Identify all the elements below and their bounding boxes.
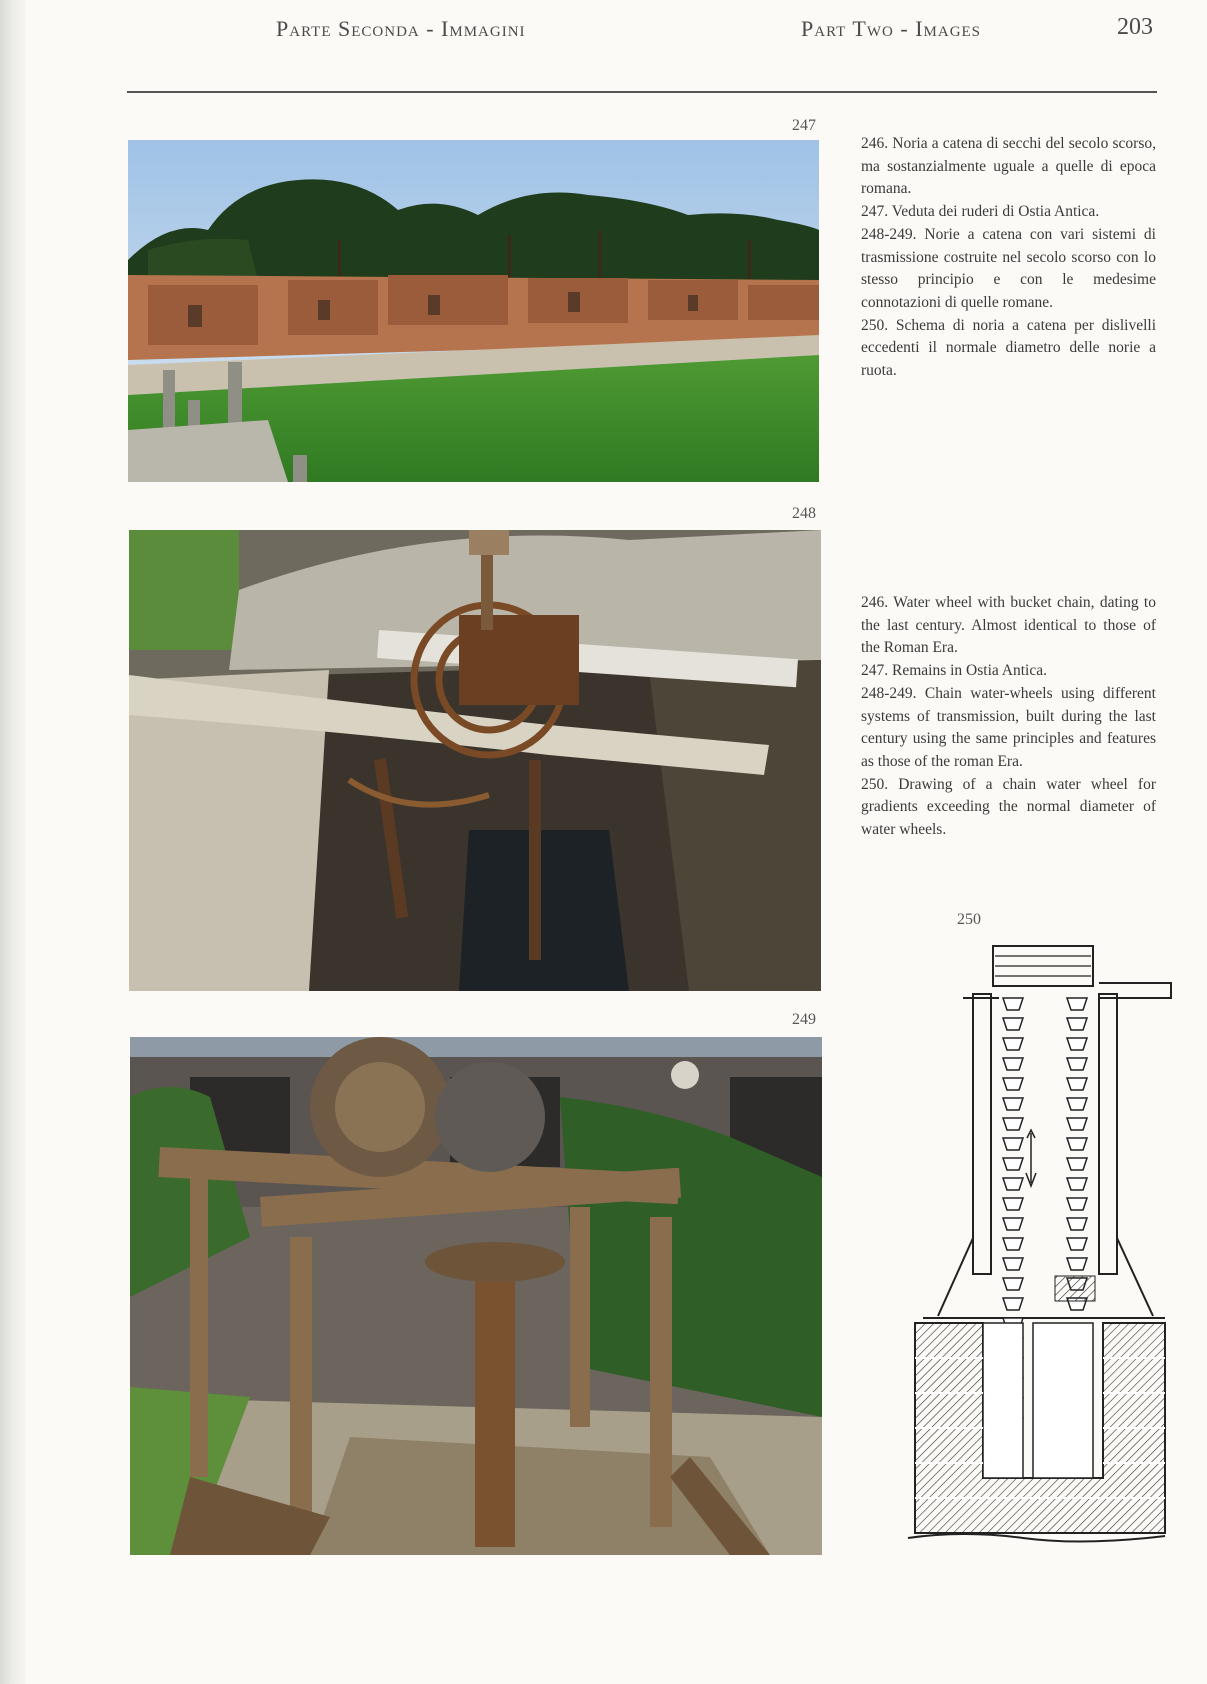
figure-248-photo <box>129 530 821 991</box>
caption-english-246: 246. Water wheel with bucket chain, dating to the last century. Almost identical to those of the Roman Era. <box>861 594 1156 657</box>
figure-247-photo <box>128 140 819 482</box>
header-rule <box>127 91 1157 93</box>
figure-250-label: 250 <box>957 911 981 928</box>
figure-249-label: 249 <box>792 1011 816 1028</box>
figure-248-label: 248 <box>792 505 816 522</box>
caption-italian-248-249: 248-249. Norie a catena con vari sistemi di trasmissione costruite nel secolo scorso con lo stesso principio e con le medesime connotazioni di quelle romane. <box>861 225 1156 311</box>
caption-italian-246: 246. Noria a catena di secchi del secolo scorso, ma sostanzialmente uguale a quelle di epoca romana. <box>861 135 1156 198</box>
caption-english-247: 247. Remains in Ostia Antica. <box>861 662 1047 680</box>
figure-249-photo <box>130 1037 822 1555</box>
figure-247-label: 247 <box>792 117 816 134</box>
caption-english <box>861 592 1156 842</box>
figure-250-diagram <box>903 938 1173 1550</box>
caption-english-250: 250. Drawing of a chain water wheel for gradients exceeding the normal diameter of water wheels. <box>861 775 1156 839</box>
caption-italian <box>861 133 1156 383</box>
caption-italian-250: 250. Schema di noria a catena per dislivelli eccedenti il normale diametro delle norie a ruota. <box>861 316 1156 380</box>
page-number: 203 <box>1117 14 1153 40</box>
running-header-english: Part Two - Images <box>801 16 982 41</box>
running-header-italian: Parte Seconda - Immagini <box>276 16 526 41</box>
book-binding-shadow <box>0 0 26 1684</box>
caption-italian-247: 247. Veduta dei ruderi di Ostia Antica. <box>861 203 1100 221</box>
caption-english-248-249: 248-249. Chain water-wheels using different systems of transmission, built during the last century using the same principles and features as those of the roman Era. <box>861 684 1156 770</box>
